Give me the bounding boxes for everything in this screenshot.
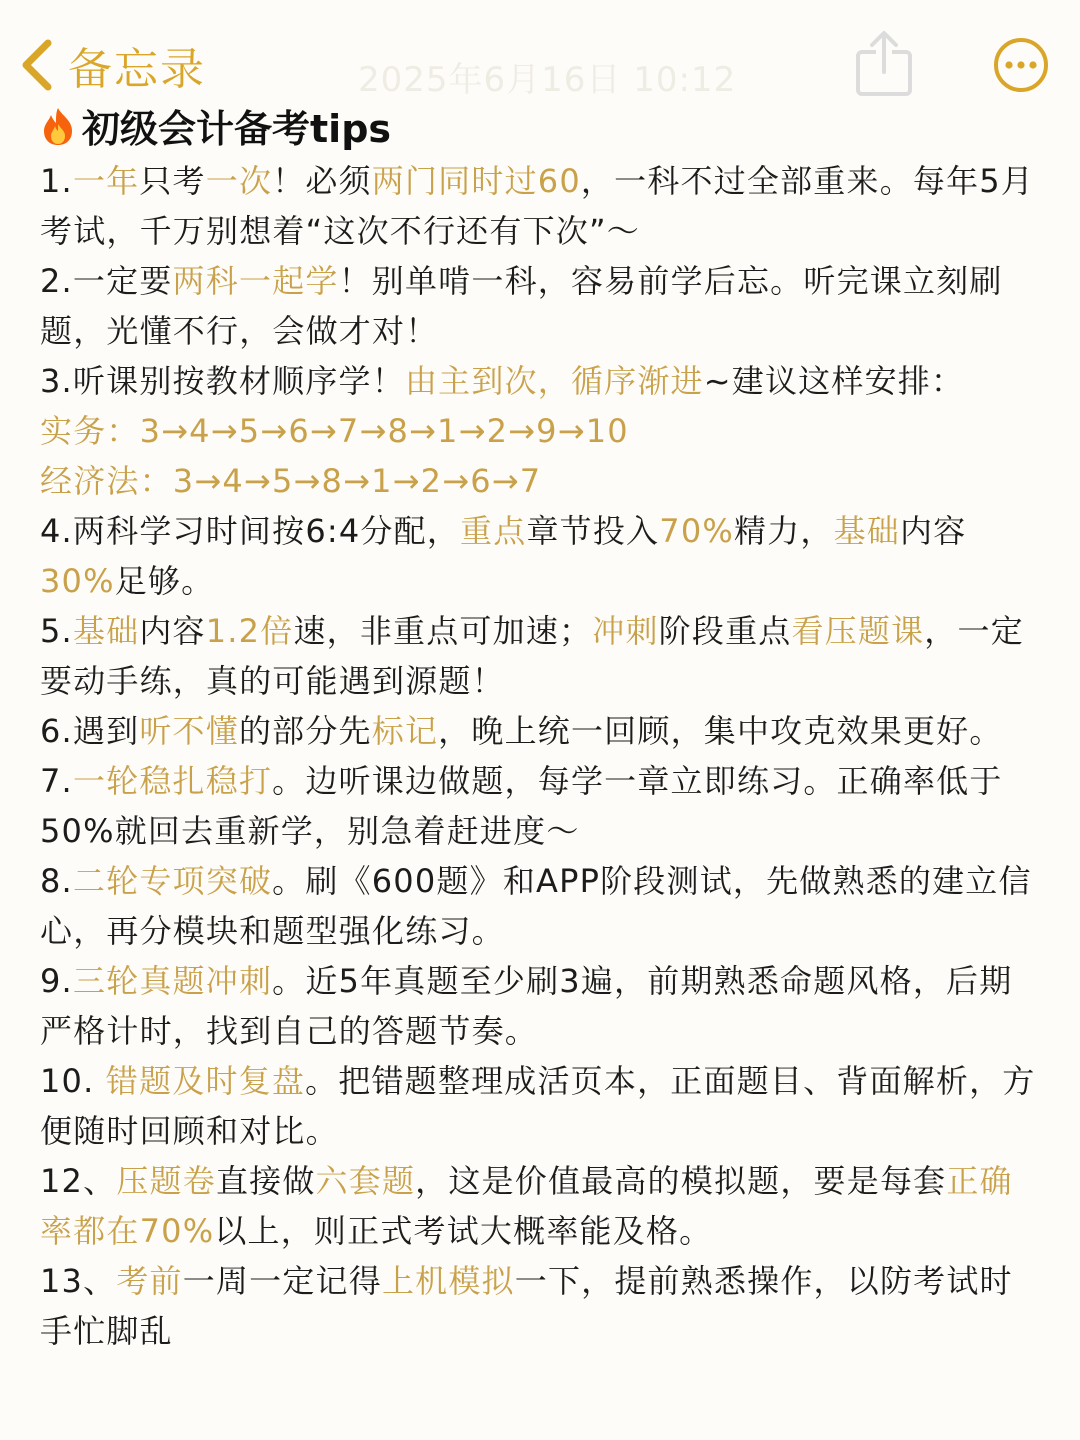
highlighted-text: 标记 — [371, 712, 439, 750]
body-text: 。近5年真题至少刷3遍，前期熟悉命题风格，后期严格计时，找到自己的答题节奏。 — [40, 962, 1013, 1050]
more-icon[interactable] — [992, 36, 1050, 94]
note-paragraph — [40, 456, 1040, 506]
note-paragraph — [40, 856, 1040, 956]
body-text: 2.一定要 — [40, 262, 173, 300]
highlighted-text: 冲刺 — [592, 612, 659, 650]
note-paragraph — [40, 706, 1040, 756]
highlighted-text: 看压题课 — [791, 612, 925, 650]
highlighted-text: 六套题 — [315, 1162, 416, 1200]
body-text: 阶段重点 — [658, 612, 792, 650]
note-title-row — [40, 98, 391, 153]
highlighted-text: 经济法：3→4→5→8→1→2→6→7 — [40, 462, 542, 500]
body-text: 的部分先 — [238, 712, 372, 750]
body-text: 精力， — [734, 512, 834, 550]
highlighted-text: 一年 — [72, 162, 140, 200]
body-text: ，晚上统一回顾，集中攻克效果更好。 — [438, 712, 1003, 750]
highlighted-text: 三轮真题冲刺 — [72, 962, 273, 1000]
body-text: 10. — [40, 1062, 106, 1100]
body-text: ！必须 — [272, 162, 372, 200]
body-text: 章节投入 — [526, 512, 660, 550]
highlighted-text: 一次 — [205, 162, 273, 200]
note-title: 初级会计备考tips — [82, 107, 392, 151]
highlighted-text: 两科一起学 — [172, 262, 339, 300]
highlighted-text: 正确率都在70% — [40, 1162, 1013, 1250]
highlighted-text: 由主到次，循序渐进 — [404, 362, 704, 400]
note-paragraph — [40, 1056, 1040, 1156]
body-text: 9. — [40, 962, 73, 1000]
body-text: ，这是价值最高的模拟题，要是每套 — [415, 1162, 947, 1200]
highlighted-text: 错题及时复盘 — [105, 1062, 306, 1100]
body-text: 1. — [40, 162, 73, 200]
body-text: ！别单啃一科，容易前学后忘。听完课立刻刷题，光懂不行，会做才对！ — [40, 262, 1003, 350]
body-text: 4.两科学习时间按6:4分配， — [40, 512, 461, 550]
note-paragraph — [40, 956, 1040, 1056]
note-paragraph — [40, 1156, 1040, 1256]
body-text: ，一科不过全部重来。每年5月考试，千万别想着“这次不行还有下次”～ — [40, 162, 1035, 250]
body-text: 3.听课别按教材顺序学！ — [40, 362, 405, 400]
highlighted-text: 70% — [659, 512, 734, 550]
highlighted-text: 压题卷 — [116, 1162, 216, 1200]
highlighted-text: 两门同时过60 — [371, 162, 581, 200]
highlighted-text: 上机模拟 — [381, 1262, 515, 1300]
body-text: 直接做 — [215, 1162, 316, 1200]
body-text: 。刷《600题》和APP阶段测试，先做熟悉的建立信心，再分模块和题型强化练习。 — [40, 862, 1032, 950]
body-text: 一下，提前熟悉操作，以防考试时手忙脚乱 — [40, 1262, 1013, 1350]
note-paragraph — [40, 1256, 1040, 1356]
body-text: 内容 — [900, 512, 967, 550]
body-text: 只考 — [139, 162, 206, 200]
body-text: 。把错题整理成活页本，正面题目、背面解析，方便随时回顾和对比。 — [40, 1062, 1036, 1150]
body-text: 8. — [40, 862, 73, 900]
back-label: 备忘录 — [68, 44, 206, 95]
body-text: 5. — [40, 612, 73, 650]
highlighted-text: 一轮稳扎稳打 — [72, 762, 273, 800]
body-text: 。边听课边做题，每学一章立即练习。正确率低于50%就回去重新学，别急着赶进度～ — [40, 762, 1003, 850]
note-body[interactable] — [40, 156, 1040, 1356]
body-text: 13、 — [40, 1262, 117, 1300]
note-paragraph — [40, 606, 1040, 706]
note-paragraph — [40, 156, 1040, 256]
body-text: 12、 — [40, 1162, 117, 1200]
note-paragraph — [40, 356, 1040, 406]
body-text: 足够。 — [114, 562, 215, 600]
note-paragraph — [40, 256, 1040, 356]
highlighted-text: 重点 — [460, 512, 527, 550]
body-text: 以上，则正式考试大概率能及格。 — [214, 1212, 713, 1250]
body-text: 速，非重点可加速； — [293, 612, 593, 650]
highlighted-text: 听不懂 — [139, 712, 239, 750]
highlighted-text: 基础 — [833, 512, 901, 550]
highlighted-text: 二轮专项突破 — [72, 862, 273, 900]
highlighted-text: 实务：3→4→5→6→7→8→1→2→9→10 — [40, 412, 629, 450]
body-text: ~建议这样安排： — [703, 362, 965, 400]
body-text: 一周一定记得 — [182, 1262, 382, 1300]
highlighted-text: 1.2倍 — [205, 612, 294, 650]
highlighted-text: 30% — [40, 562, 115, 600]
highlighted-text: 考前 — [116, 1262, 183, 1300]
navigation-bar — [0, 0, 1080, 110]
note-timestamp: 2025年6月16日 10:12 — [358, 60, 737, 100]
fire-icon — [40, 106, 76, 146]
chevron-left-icon — [20, 39, 54, 91]
body-text: 内容 — [139, 612, 206, 650]
back-button[interactable] — [20, 30, 206, 100]
body-text: 7. — [40, 762, 73, 800]
share-icon[interactable] — [852, 28, 916, 98]
body-text: ，一定要动手练，真的可能遇到源题！ — [40, 612, 1024, 700]
note-paragraph — [40, 406, 1040, 456]
body-text: 6.遇到 — [40, 712, 140, 750]
note-paragraph — [40, 756, 1040, 856]
highlighted-text: 基础 — [72, 612, 140, 650]
note-paragraph — [40, 506, 1040, 606]
